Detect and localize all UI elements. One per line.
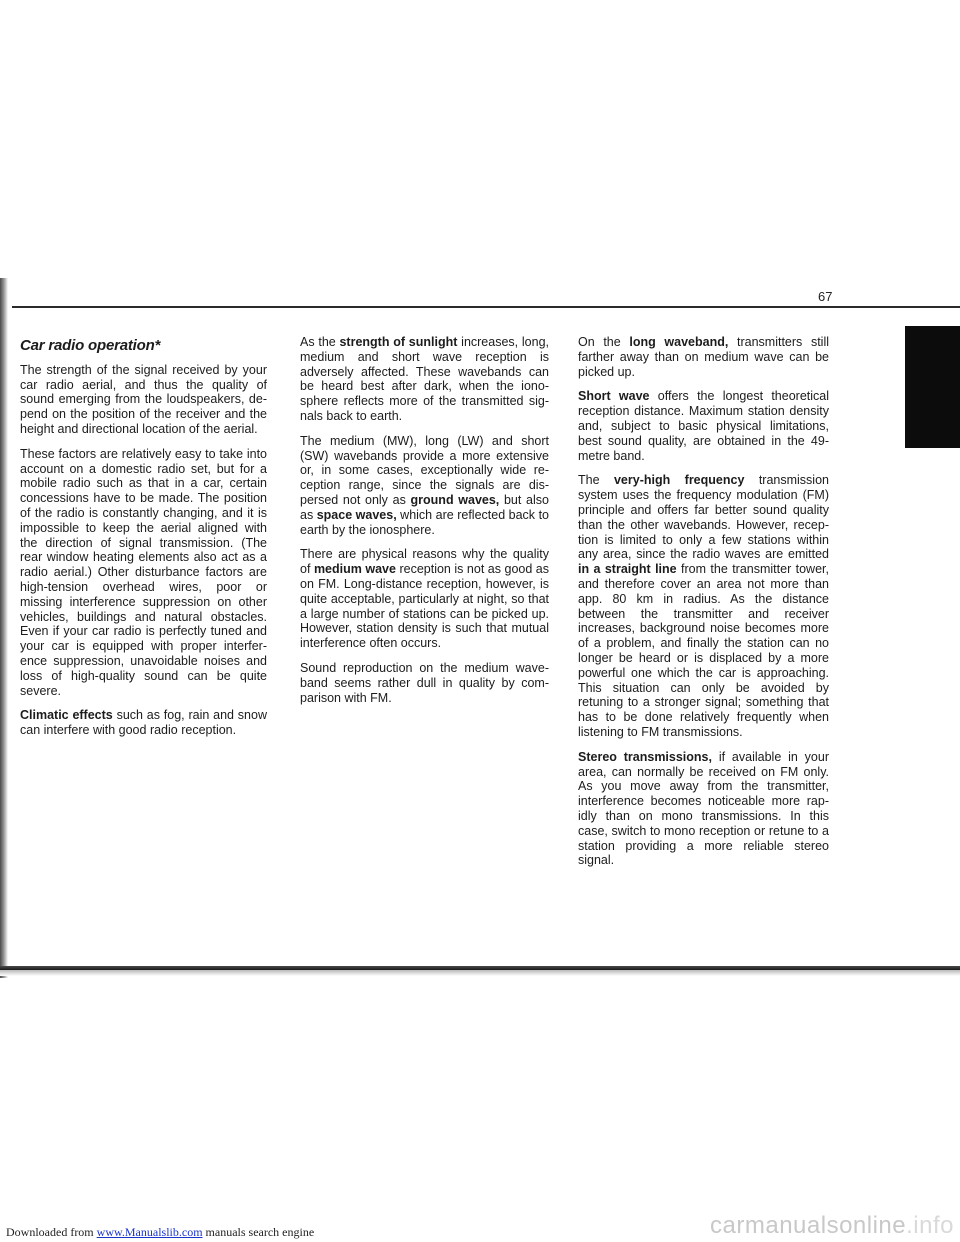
bold-term: strength of sunlight xyxy=(339,335,458,349)
page-number: 67 xyxy=(818,289,833,304)
column-2 xyxy=(300,335,549,715)
paragraph: Short wave offers the longest theoretical reception distance. Maximum station density and, subject to basic physical limitations, best sound quality, are obtained in the 49-metre band. xyxy=(578,389,829,463)
bold-term: Climatic effects xyxy=(20,708,113,723)
download-footer: Downloaded from www.Manualslib.com manuals search engine xyxy=(6,1225,315,1239)
paragraph: Climatic effects such as fog, rain and snow can interfere with good radio reception. xyxy=(20,708,267,738)
bold-term: very-high frequency xyxy=(613,473,745,488)
paragraph: The very-high frequency transmission system uses the frequency modulation (FM) principle and offers far better sound quality than the other wavebands. However, reception is limited to only a few stations within any area, since the radio waves are emitted in a straight line from the transmitter tower, and therefore cover an area not more than app. 80 km in radius. As the distance between the transmitter and receiver increases, background noise becomes more of a problem, and finally the station can no longer be heard or is displaced by a more powerful one which the car is approaching. This situation can only be avoided by retuning to a stronger signal; something that has to be done relatively frequently when listening to FM transmissions. xyxy=(578,473,829,739)
paragraph: Sound reproduction on the medium waveband seems rather dull in quality by comparison with FM. xyxy=(300,660,549,705)
bold-term: long waveband, xyxy=(629,335,729,349)
paragraph: These factors are relatively easy to take into account on a domestic radio set, but for a mobile radio such as that in a car, certain concessions have to be made. The position of the radio is constantly changing, and it is impossible to keep the aerial aligned with the direction of signal transmission. (The rear window heating elements also act as a radio aerial.) Other disturbance factors are high-tension overhead wires, poor or missing interference suppression on other vehicles, buildings and natural obstacles. Even if your car radio is perfectly tuned and your car is equipped with proper interference suppression, unavoidable noises and loss of high-quality sound can be quite severe. xyxy=(20,446,267,698)
paragraph: As the strength of sunlight increases, long, medium and short wave reception is adversely affected. These wavebands can be heard best after dark, when the ionosphere reflects more of the transmitted signals back to earth. xyxy=(300,335,549,423)
page-binding-edge xyxy=(0,278,8,978)
paragraph: The medium (MW), long (LW) and short (SW) wavebands provide a more extensive or, in some cases, exceptionally wide reception range, since the signals are dispersed not only as ground waves, but also as space waves, which are reflected back to earth by the ionosphere. xyxy=(300,433,549,537)
column-1 xyxy=(20,336,267,748)
section-title: Car radio operation* xyxy=(20,337,161,354)
bold-term: ground waves, xyxy=(410,492,500,507)
paragraph: The strength of the signal received by your car radio aerial, and thus the quality of sound emerging from the loudspeakers, depend on the position of the receiver and the height and directional location of the aerial. xyxy=(20,362,267,436)
top-margin xyxy=(0,0,960,280)
paragraph: Stereo transmissions, if available in your area, can normally be received on FM only. As you move away from the transmitter, interference becomes noticeable more rapidly than on mono transmissions. In this case, switch to mono reception or retune to a station providing a more reliable stereo signal. xyxy=(578,749,829,868)
paragraph: On the long waveband, transmitters still farther away than on medium wave can be picked up. xyxy=(578,335,829,379)
watermark-logo: carmanualsonline.info xyxy=(710,1212,954,1239)
section-thumb-tab xyxy=(905,326,960,448)
footer-shadow xyxy=(0,970,960,976)
manualslib-link[interactable]: www.Manualslib.com xyxy=(96,1225,203,1239)
bold-term: in a straight line xyxy=(578,562,677,577)
bold-term: Stereo transmissions, xyxy=(578,749,712,764)
bold-term: Short wave xyxy=(578,389,650,404)
column-3 xyxy=(578,335,829,878)
paragraph: There are physical reasons why the quality of medium wave reception is not as good as on FM. Long-distance reception, however, is quite acceptable, particularly at night, so that a large number of stations can be picked up. However, station density is such that mutual interference often occurs. xyxy=(300,547,550,651)
bold-term: space waves, xyxy=(316,507,397,522)
header-rule xyxy=(12,306,960,308)
bold-term: medium wave xyxy=(313,562,396,577)
